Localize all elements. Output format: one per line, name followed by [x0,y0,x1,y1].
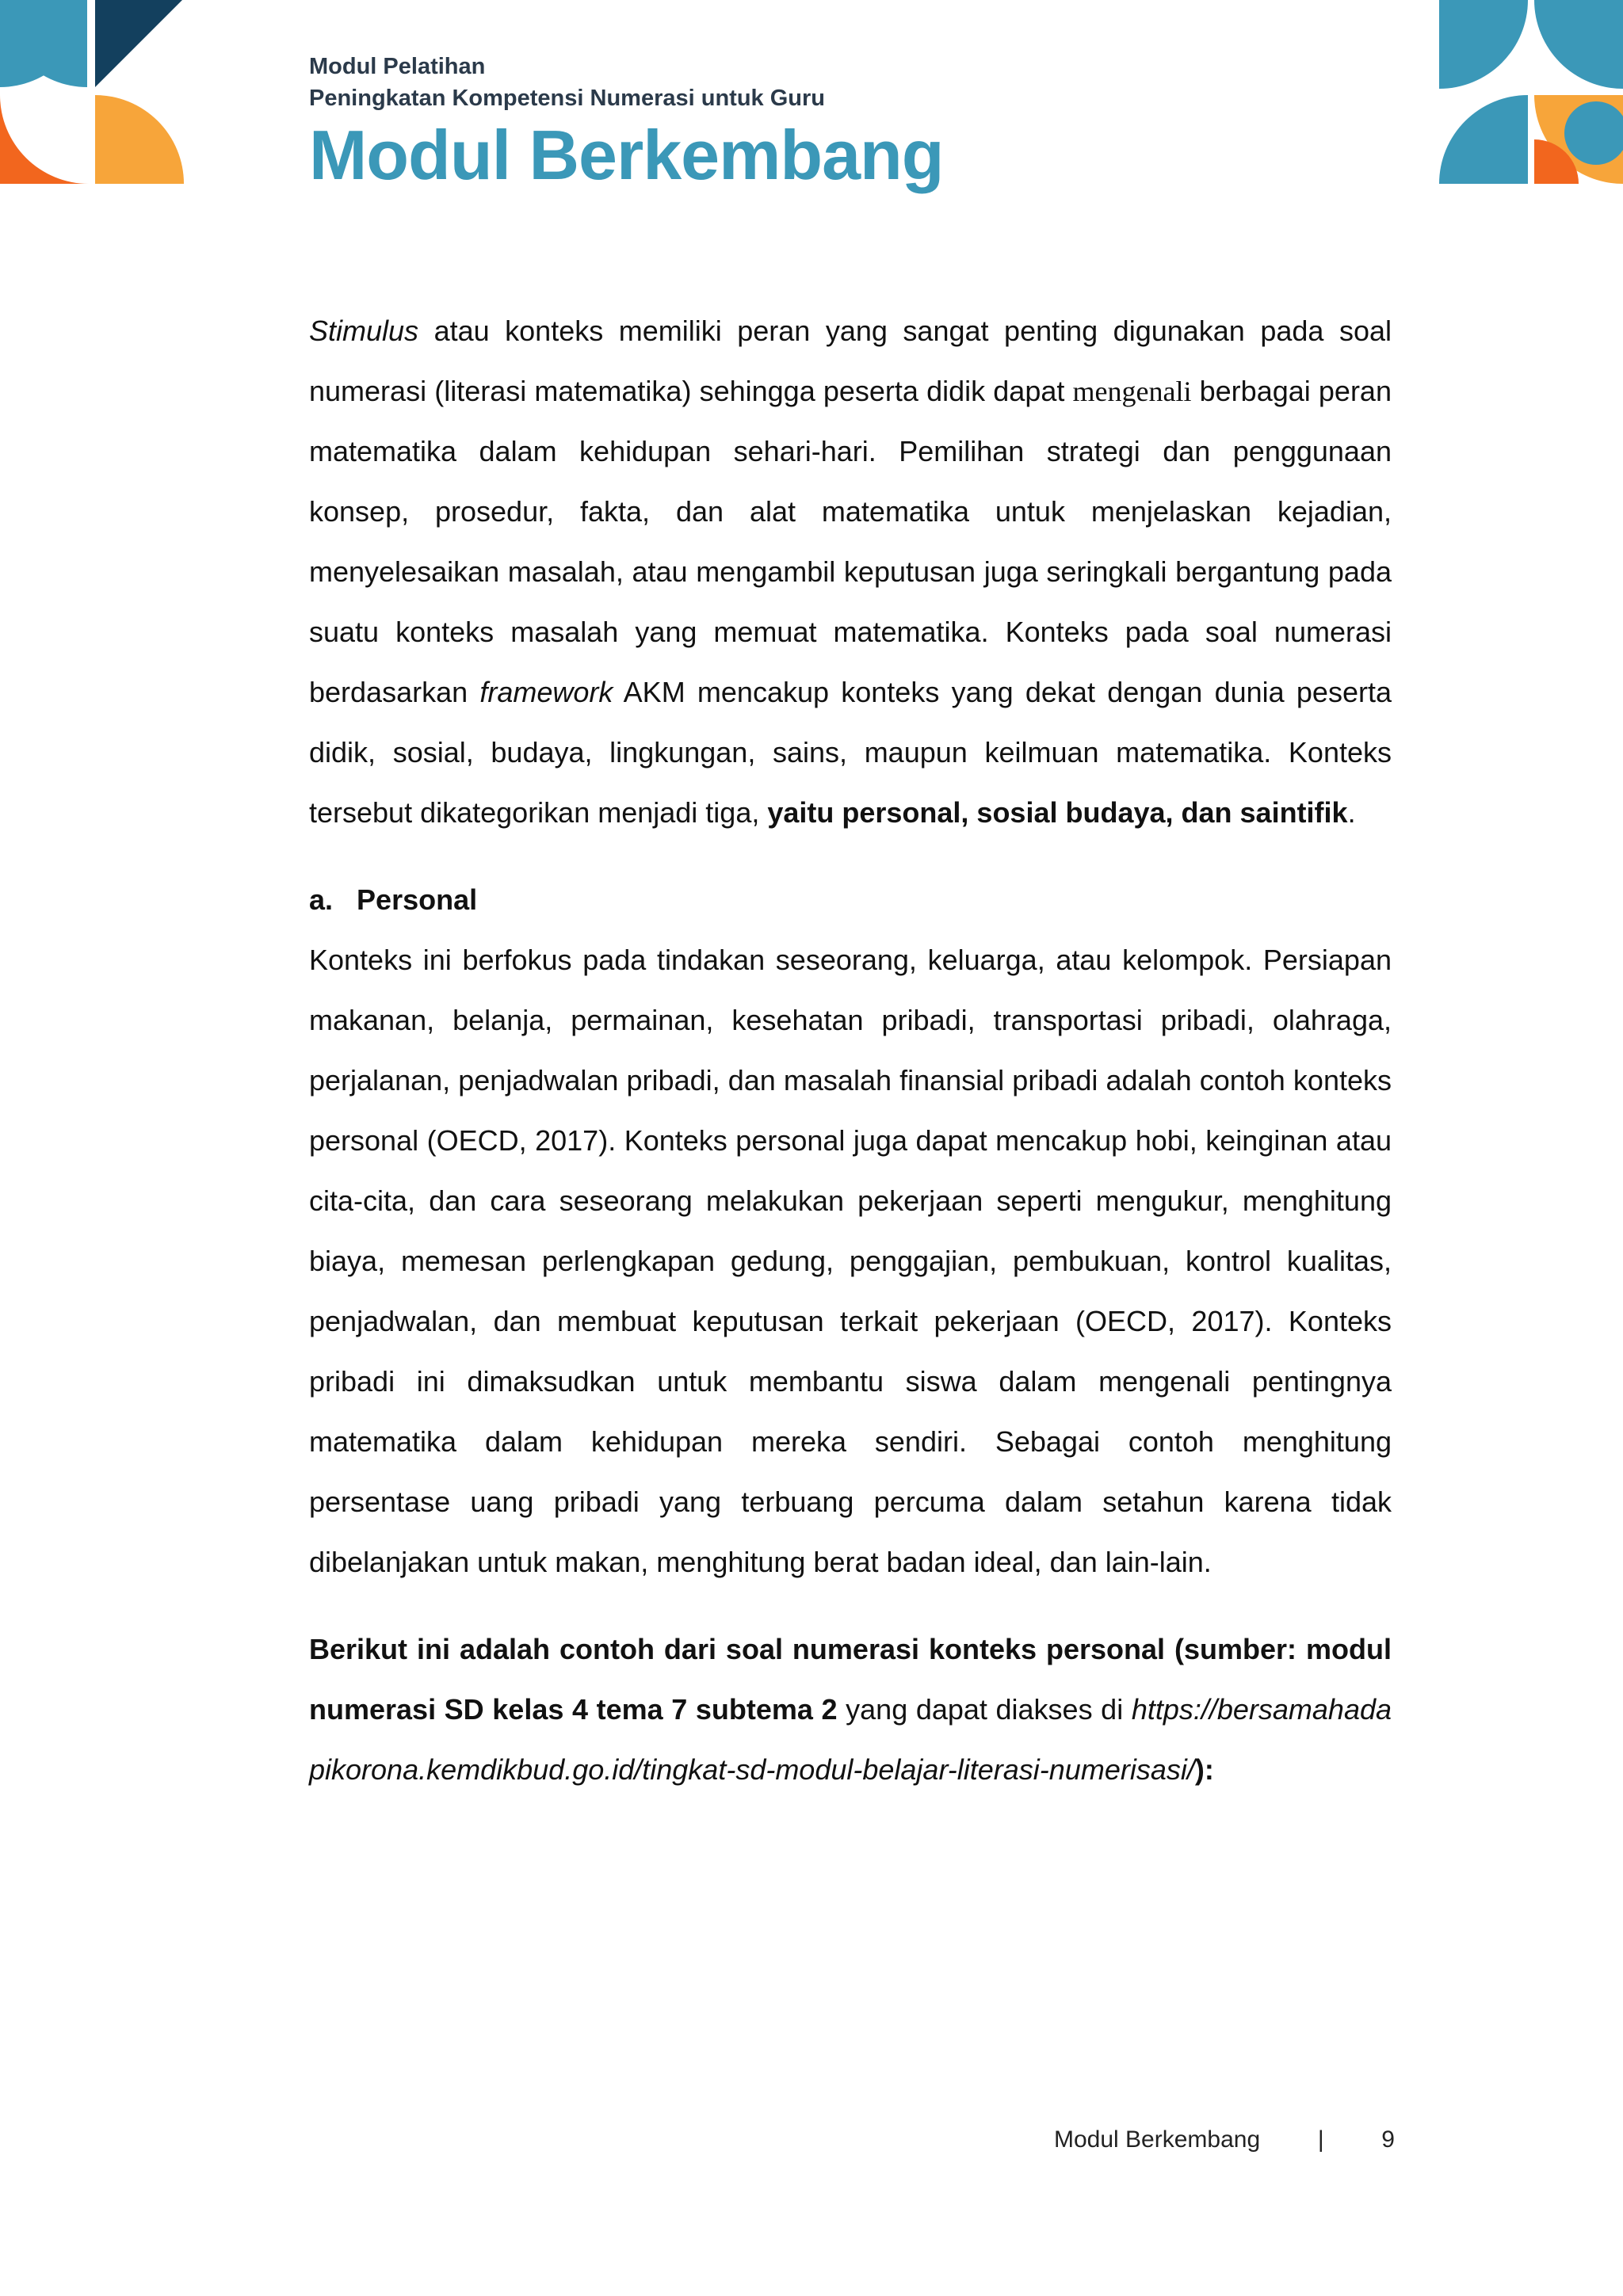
document-header [309,51,1339,195]
section-body-personal: Konteks ini berfokus pada tindakan seseorang, keluarga, atau kelompok. Persiapan makanan, belanja, permainan, kesehatan pribadi, transportasi pribadi, olahraga, perjalanan, penjadwalan pribadi, dan masalah finansial pribadi adalah contoh konteks personal (OECD, 2017). Konteks personal juga dapat mencakup hobi, keinginan atau cita-cita, dan cara seseorang melakukan pekerjaan seperti mengukur, menghitung biaya, memesan perlengkapan gedung, penggajian, pembukuan, kontrol kualitas, penjadwalan, dan membuat keputusan terkait pekerjaan (OECD, 2017). Konteks pribadi ini dimaksudkan untuk membantu siswa dalam mengenali pentingnya matematika dalam kehidupan mereka sendiri. Sebagai contoh menghitung persentase uang pribadi yang terbuang percuma dalam setahun karena tidak dibelanjakan untuk makan, menghitung berat badan ideal, dan lain-lain. [309,944,1392,1578]
example-source-link[interactable]: https://bersamahadapikorona.kemdikbud.go.id/tingkat-sd-modul-belajar-literasi-numerisasi/ [309,1693,1392,1786]
intro-bold-tail: yaitu personal, sosial budaya, dan saintifik [767,796,1348,829]
header-title: Modul Berkembang [309,116,944,194]
page-number: 9 [1381,2126,1395,2153]
header-subtitle-line1: Modul Pelatihan [309,54,486,79]
example-closing: ): [1194,1753,1214,1786]
document-body [309,301,1392,1800]
corner-decoration-right [1433,0,1623,190]
page-footer [1054,2126,1395,2153]
intro-paragraph [309,301,1392,843]
intro-text-1: atau konteks memiliki peran yang sangat penting digunakan pada soal numerasi (literasi matematika) sehingga peserta didik dapat [309,315,1392,407]
intro-text-2: berbagai peran matematika dalam kehidupan sehari-hari. Pemilihan strategi dan penggunaan konsep, prosedur, fakta, dan alat matematika untuk menjelaskan kejadian, menyelesaikan masalah, atau mengambil keputusan juga seringkali bergantung pada suatu konteks masalah yang memuat matematika. Konteks pada soal numerasi berdasarkan [309,375,1392,708]
corner-decoration-left [0,0,190,190]
intro-stimulus-word: Stimulus [309,315,419,347]
intro-text-3: AKM mencakup konteks yang dekat dengan dunia peserta didik, sosial, budaya, lingkungan, sains, maupun keilmuan matematika. Konteks tersebut dikategorikan menjadi tiga, [309,676,1392,829]
intro-framework-word: framework [479,676,613,708]
footer-separator: | [1317,2126,1324,2153]
intro-mengenali-word: mengenali [1072,376,1192,407]
example-bold-text: Berikut ini adalah contoh dari soal numerasi konteks personal (sumber: modul numerasi SD kelas 4 tema 7 subtema 2 [309,1633,1392,1726]
footer-label: Modul Berkembang [1054,2126,1261,2153]
section-heading-personal: a. Personal [309,883,478,916]
example-paragraph [309,1619,1392,1800]
example-plain-text: yang dapat diakses di [837,1693,1132,1726]
header-subtitle-line2: Peningkatan Kompetensi Numerasi untuk Guru [309,86,825,111]
intro-end: . [1347,796,1356,829]
